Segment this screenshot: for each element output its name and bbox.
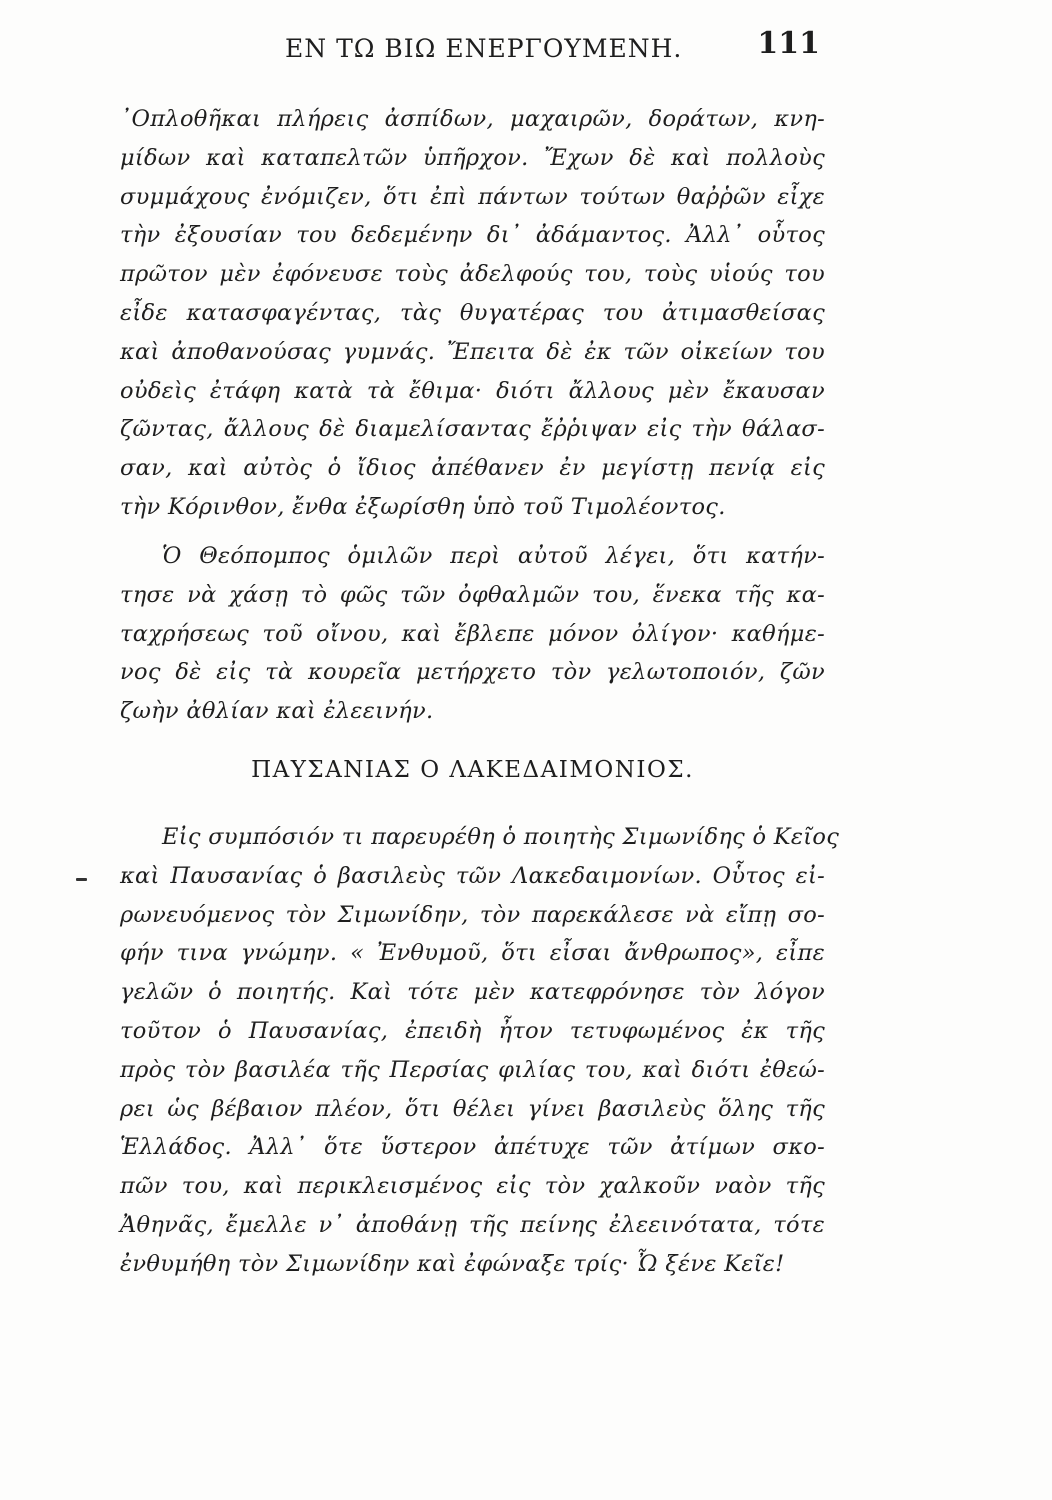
text-line: ἐνθυμήθη τὸν Σιμωνίδην καὶ ἐφώναξε τρίς· Ὦ ξένε Κεῖε!	[120, 1250, 785, 1277]
running-head	[120, 26, 820, 66]
text-line: μίδων καὶ καταπελτῶν ὑπῆρχον. Ἔχων δὲ καὶ πολλοὺς	[120, 144, 825, 171]
paragraph-3	[120, 818, 840, 1284]
text-line: ζῶντας, ἄλλους δὲ διαμελίσαντας ἔῤῥιψαν εἰς τὴν θάλασ-	[120, 416, 825, 443]
running-title: ΕΝ ΤΩ ΒΙΩ ΕΝΕΡΓΟΥΜΕΝΗ.	[285, 34, 683, 63]
text-line: ταχρήσεως τοῦ οἴνου, καὶ ἔβλεπε μόνον ὀλίγον· καθήμε-	[120, 620, 825, 647]
text-line: Ἑλλάδος. Ἀλλ᾿ ὅτε ὕστερον ἀπέτυχε τῶν ἀτίμων σκο-	[120, 1134, 825, 1161]
text-line: πρὸς τὸν βασιλέα τῆς Περσίας φιλίας του, καὶ διότι ἐθεώ-	[120, 1056, 825, 1083]
text-line: σαν, καὶ αὐτὸς ὁ ἴδιος ἀπέθανεν ἐν μεγίστῃ πενίᾳ εἰς	[120, 455, 825, 482]
text-line: ρωνευόμενος τὸν Σιμωνίδην, τὸν παρεκάλεσε νὰ εἴπῃ σο-	[120, 901, 825, 928]
text-line: τοῦτον ὁ Παυσανίας, ἐπειδὴ ἦτον τετυφωμένος ἐκ τῆς	[120, 1017, 825, 1044]
text-line: ρει ὡς βέβαιον πλέον, ὅτι θέλει γίνει βασιλεὺς ὅλης τῆς	[120, 1095, 825, 1122]
text-line: νος δὲ εἰς τὰ κουρεῖα μετήρχετο τὸν γελωτοποιόν, ζῶν	[120, 659, 825, 686]
section-heading: ΠΑΥΣΑΝΙΑΣ Ο ΛΑΚΕΔΑΙΜΟΝΙΟΣ.	[251, 757, 694, 783]
text-line: γελῶν ὁ ποιητής. Καὶ τότε μὲν κατεφρόνησε τὸν λόγον	[120, 979, 825, 1006]
text-line: πρῶτον μὲν ἐφόνευσε τοὺς ἀδελφούς του, τοὺς υἱούς του	[120, 261, 825, 288]
text-line: φήν τινα γνώμην. « Ἐνθυμοῦ, ὅτι εἶσαι ἄνθρωπος», εἶπε	[120, 940, 825, 967]
text-line: οὐδεὶς ἐτάφη κατὰ τὰ ἔθιμα· διότι ἄλλους μὲν ἔκαυσαν	[120, 377, 825, 404]
text-line: Ὁ Θεόπομπος ὁμιλῶν περὶ αὐτοῦ λέγει, ὅτι κατήν-	[162, 543, 825, 569]
page-number: 111	[757, 26, 820, 61]
text-line: ᾿Οπλοθῆκαι πλήρεις ἀσπίδων, μαχαιρῶν, δοράτων, κνη-	[120, 106, 825, 132]
text-line: καὶ ἀποθανούσας γυμνάς. Ἔπειτα δὲ ἐκ τῶν οἰκείων του	[120, 338, 825, 365]
text-line: πῶν του, καὶ περικλεισμένος εἰς τὸν χαλκοῦν ναὸν τῆς	[120, 1173, 825, 1200]
margin-mark	[76, 878, 87, 881]
paragraph-1	[120, 100, 825, 527]
text-line: Εἰς συμπόσιόν τι παρευρέθη ὁ ποιητὴς Σιμωνίδης ὁ Κεῖος	[162, 824, 840, 850]
paragraph-2	[120, 537, 825, 731]
text-line: συμμάχους ἐνόμιζεν, ὅτι ἐπὶ πάντων τούτων θαῤῥῶν εἶχε	[120, 183, 825, 210]
text-line: τὴν ἐξουσίαν του δεδεμένην δι᾿ ἀδάμαντος. Ἀλλ᾿ οὗτος	[120, 222, 825, 249]
text-line: τὴν Κόρινθον, ἔνθα ἐξωρίσθη ὑπὸ τοῦ Τιμολέοντος.	[120, 493, 726, 520]
text-line: εἶδε κατασφαγέντας, τὰς θυγατέρας του ἀτιμασθείσας	[120, 299, 825, 326]
text-line: Ἀθηνᾶς, ἔμελλε ν᾿ ἀποθάνῃ τῆς πείνης ἐλεεινότατα, τότε	[120, 1211, 825, 1238]
text-line: τησε νὰ χάσῃ τὸ φῶς τῶν ὀφθαλμῶν του, ἕνεκα τῆς κα-	[120, 581, 825, 608]
text-line: ζωὴν ἀθλίαν καὶ ἐλεεινήν.	[120, 698, 434, 725]
text-line: καὶ Παυσανίας ὁ βασιλεὺς τῶν Λακεδαιμονίων. Οὗτος εἰ-	[120, 862, 825, 889]
